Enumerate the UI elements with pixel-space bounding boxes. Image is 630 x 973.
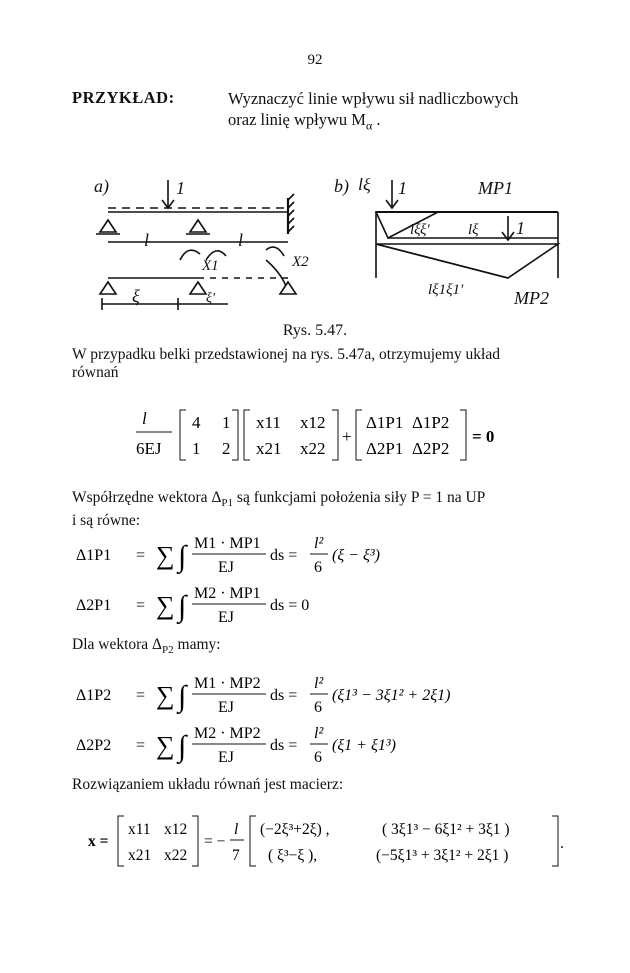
- e1-lhs: Δ1P1: [76, 547, 112, 564]
- svg-text:ds =: ds =: [270, 547, 298, 564]
- figure-a: [94, 178, 309, 310]
- e4-frac-den: 6: [314, 749, 322, 766]
- fig-b-mid2-load: 1: [516, 218, 525, 238]
- res-coef-num: l: [234, 821, 239, 838]
- page-number: 92: [307, 52, 323, 68]
- svg-text:∫: ∫: [178, 540, 187, 573]
- svg-text:ds =: ds =: [270, 687, 298, 704]
- paragraph-2: [72, 489, 572, 530]
- x21: x21: [256, 439, 282, 458]
- m12: 1: [222, 413, 231, 432]
- e1-frac-den: 6: [314, 559, 322, 576]
- e4-num: M2 · MP2: [194, 725, 261, 742]
- fig-a-xi: ξ: [132, 286, 140, 306]
- m21: 1: [192, 439, 201, 458]
- d22: Δ2P2: [412, 439, 450, 458]
- equals-zero: = 0: [472, 427, 495, 446]
- fig-a-span1: l: [144, 230, 150, 250]
- fig-a-x2: X2: [292, 254, 309, 270]
- paragraph-2-line-1: Współrzędne wektora $\Delta_{P1}$ są funkcjami położenia siły P = 1 na UP: [72, 489, 486, 510]
- e4-lhs: Δ2P2: [76, 737, 112, 754]
- x12: x12: [300, 413, 326, 432]
- matrix-equation-svg: [136, 398, 516, 468]
- figure-5-47: [88, 178, 588, 325]
- e3-frac-num: l²: [314, 675, 324, 692]
- e4-den: EJ: [218, 749, 234, 766]
- e3-den: EJ: [218, 699, 234, 716]
- e3-lhs: Δ1P2: [76, 687, 112, 704]
- res-c22: x22: [164, 847, 188, 864]
- svg-text:∑: ∑: [156, 681, 175, 710]
- res-c11: x11: [128, 821, 151, 838]
- paragraph-1: [72, 346, 572, 382]
- fig-a-load: 1: [176, 178, 185, 198]
- coef-num: l: [142, 409, 147, 428]
- e3-num: M1 · MP2: [194, 675, 261, 692]
- fig-b-mid1: lξξ': [410, 222, 430, 238]
- e1-den: EJ: [218, 559, 234, 576]
- d11: Δ1P1: [366, 413, 404, 432]
- figure-b: [334, 178, 558, 308]
- res-r21: ( ξ³−ξ ),: [268, 847, 318, 864]
- fig-b-mid2: lξ: [468, 222, 479, 238]
- e2-lhs: Δ2P1: [76, 597, 112, 614]
- fig-a-span2: l: [238, 230, 244, 250]
- equation-delta-1p1: [76, 530, 496, 585]
- paragraph-2-line-2: i są równe:: [72, 512, 141, 530]
- m11: 4: [192, 413, 201, 432]
- e1-num: M1 · MP1: [194, 535, 261, 552]
- d12: Δ1P2: [412, 413, 450, 432]
- fig-b-mp1: MP1: [478, 178, 513, 198]
- fig-b-mp2: MP2: [514, 288, 549, 308]
- e4-frac-num: l²: [314, 725, 324, 742]
- e1-frac-num: l²: [314, 535, 324, 552]
- task-line-2: oraz linię wpływu $M_\alpha$ .: [228, 110, 381, 133]
- example-task: [228, 88, 518, 136]
- svg-text:.: .: [560, 835, 564, 852]
- task-line-1: Wyznaczyć linie wpływu sił nadliczbowych: [228, 89, 519, 108]
- svg-text:=: =: [136, 547, 146, 564]
- d21: Δ2P1: [366, 439, 404, 458]
- equation-delta-1p2: [76, 670, 536, 725]
- fig-a-x1: X1: [202, 258, 219, 274]
- res-coef-den: 7: [232, 847, 240, 864]
- res-r12: ( 3ξ1³ − 6ξ1² + 3ξ1 ): [382, 821, 510, 838]
- svg-text:∫: ∫: [178, 590, 187, 623]
- svg-text:ds =: ds =: [270, 737, 298, 754]
- svg-text:=: =: [136, 687, 146, 704]
- matrix-equation: [136, 398, 516, 473]
- res-c12: x12: [164, 821, 188, 838]
- paragraph-1-line-1: W przypadku belki przedstawionej na rys. 5.47a, otrzymujemy układ: [72, 346, 500, 363]
- e2-den: EJ: [218, 609, 234, 626]
- equation-delta-2p2: [76, 720, 536, 775]
- e3-frac-den: 6: [314, 699, 322, 716]
- svg-text:∑: ∑: [156, 591, 175, 620]
- e1-rhs: (ξ − ξ³): [332, 547, 380, 564]
- x11: x11: [256, 413, 281, 432]
- figure-caption: Rys. 5.47.: [282, 322, 348, 339]
- svg-text:∫: ∫: [178, 730, 187, 763]
- coef-den: 6EJ: [136, 439, 162, 458]
- res-r22: (−5ξ1³ + 3ξ1² + 2ξ1 ): [376, 847, 509, 864]
- svg-text:∑: ∑: [156, 541, 175, 570]
- res-x: x =: [88, 833, 109, 850]
- res-c21: x21: [128, 847, 152, 864]
- svg-text:=: =: [136, 737, 146, 754]
- beam-figure-svg: [88, 178, 588, 320]
- svg-text:=: =: [136, 597, 146, 614]
- fig-b-load: 1: [398, 178, 407, 198]
- svg-text:+: +: [342, 427, 352, 446]
- e2-num: M2 · MP1: [194, 585, 261, 602]
- paragraph-1-line-2: równań: [72, 364, 119, 381]
- paragraph-3-line: Dla wektora $\Delta_{P2}$ mamy:: [72, 636, 221, 657]
- m22: 2: [222, 439, 231, 458]
- fig-b-bottom: lξ1ξ1': [428, 282, 464, 298]
- res-r11: (−2ξ³+2ξ) ,: [260, 821, 330, 838]
- fig-b-top-label: lξ: [358, 178, 371, 194]
- fig-b-label: b): [334, 178, 349, 196]
- e3-rhs: (ξ1³ − 3ξ1² + 2ξ1): [332, 687, 451, 704]
- paragraph-3: [72, 636, 572, 659]
- fig-a-label: a): [94, 178, 109, 196]
- x22: x22: [300, 439, 326, 458]
- svg-text:∑: ∑: [156, 731, 175, 760]
- paragraph-4: Rozwiązaniem układu równań jest macierz:: [72, 776, 344, 793]
- equation-delta-2p1: [76, 580, 496, 635]
- svg-text:= −: = −: [204, 833, 226, 850]
- example-heading: PRZYKŁAD:: [72, 88, 175, 107]
- svg-text:∫: ∫: [178, 680, 187, 713]
- e2-rhs: ds = 0: [270, 597, 310, 614]
- result-matrix-equation: [88, 808, 568, 877]
- e4-rhs: (ξ1 + ξ1³): [332, 737, 396, 754]
- fig-a-xi1: ξ': [206, 291, 215, 306]
